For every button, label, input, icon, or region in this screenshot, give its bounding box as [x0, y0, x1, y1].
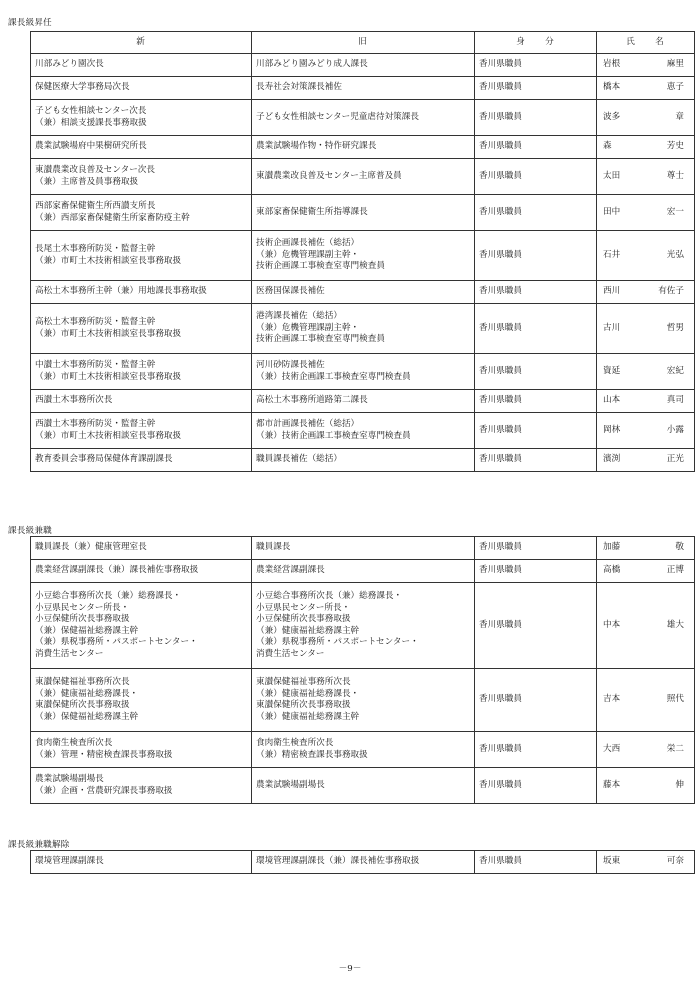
- table-row: [31, 54, 695, 77]
- cell-new: [31, 537, 252, 560]
- given-name: 芳史: [666, 141, 684, 152]
- section-title-promotion: 課長級昇任: [8, 18, 52, 28]
- old-position-line: 東部家畜保健衛生所指導課長: [256, 206, 368, 217]
- old-position-line: 職員課長: [256, 542, 291, 553]
- cell-new: [31, 281, 252, 304]
- new-position-line: 長尾土木事務所防災・監督主幹: [35, 244, 156, 254]
- cell-name: [597, 413, 695, 449]
- cell-name: [597, 390, 695, 413]
- cell-name: [597, 136, 695, 159]
- cell-name: [597, 231, 695, 281]
- new-position-line: 西讃土木事務所次長: [35, 395, 113, 406]
- table-row: [31, 354, 695, 390]
- new-position-line: 子ども女性相談センター次長: [35, 106, 147, 116]
- old-position-line: （兼）健康福祉総務課主幹: [256, 625, 360, 636]
- cell-name: [597, 159, 695, 195]
- person-name: [601, 694, 690, 706]
- surname: 加藤: [603, 542, 621, 553]
- old-position-line: （兼）健康福祉総務課主幹: [256, 711, 360, 722]
- person-name: [601, 425, 690, 437]
- cell-status: 香川県職員: [475, 583, 597, 669]
- new-position-line: 食肉衛生検査所次長: [35, 738, 113, 748]
- surname: 岩根: [603, 59, 621, 70]
- cell-old: [252, 768, 475, 804]
- cell-old: [252, 100, 475, 136]
- cell-old: [252, 195, 475, 231]
- new-position-line: （兼）管理・精密検査課長事務取扱: [35, 749, 173, 760]
- new-position-line: 小豆県民センター所長・: [35, 602, 130, 613]
- cell-name: [597, 732, 695, 768]
- new-position-line: 西部家畜保健衛生所西讃支所長: [35, 201, 156, 211]
- person-name: [601, 565, 690, 577]
- old-position-line: 東讃保健所次長事務取扱: [256, 700, 351, 710]
- cell-status: 香川県職員: [475, 304, 597, 354]
- old-position-line: （兼）県税事務所・パスポートセンター・: [256, 637, 419, 647]
- new-position-line: （兼）相談支援課長事務取扱: [35, 117, 147, 128]
- section-title-release: 課長級兼職解除: [8, 840, 70, 850]
- old-position-line: 東讃保健福祉事務所次長: [256, 677, 351, 687]
- cell-status: 香川県職員: [475, 77, 597, 100]
- given-name: 宏紀: [666, 365, 684, 376]
- old-position-line: 高松土木事務所道路第二課長: [256, 395, 368, 406]
- new-position-line: （兼）市町土木技術相談室長事務取扱: [35, 430, 182, 441]
- old-position-line: 小豆保健所次長事務取扱: [256, 614, 351, 624]
- old-position-line: 医務国保課長補佐: [256, 286, 325, 297]
- person-name: [601, 207, 690, 219]
- person-name: [601, 59, 690, 71]
- table-row: [31, 537, 695, 560]
- concurrent-table: [30, 536, 695, 804]
- page-number: －9－: [338, 964, 362, 974]
- cell-status: 香川県職員: [475, 159, 597, 195]
- table-row: [31, 281, 695, 304]
- old-position-line: （兼）技術企画課工事検査室専門検査員: [256, 430, 411, 441]
- concurrent-table-body: [31, 537, 695, 804]
- cell-old: [252, 304, 475, 354]
- cell-old: [252, 136, 475, 159]
- surname: 吉本: [603, 694, 621, 705]
- given-name: 照代: [666, 694, 684, 705]
- cell-old: [252, 851, 475, 874]
- cell-new: [31, 304, 252, 354]
- person-name: [601, 780, 690, 792]
- new-position-line: 職員課長（兼）健康管理室長: [35, 542, 147, 553]
- given-name: 可奈: [666, 856, 684, 867]
- person-name: [601, 286, 690, 298]
- cell-name: [597, 560, 695, 583]
- given-name: 真司: [666, 395, 684, 406]
- old-position-line: 川部みどり園みどり成人課長: [256, 59, 368, 70]
- given-name: 有佐子: [658, 286, 684, 297]
- surname: 資延: [603, 365, 621, 376]
- cell-name: [597, 100, 695, 136]
- table-row: [31, 732, 695, 768]
- new-position-line: 西讃土木事務所防災・監督主幹: [35, 419, 156, 429]
- cell-status: 香川県職員: [475, 354, 597, 390]
- header-new: 新: [31, 32, 252, 54]
- given-name: 恵子: [666, 82, 684, 93]
- person-name: [601, 542, 690, 554]
- surname: 太田: [603, 170, 621, 181]
- person-name: [601, 82, 690, 94]
- table-row: [31, 669, 695, 732]
- old-position-line: 環境管理課副課長（兼）課長補佐事務取扱: [256, 856, 420, 867]
- cell-status: 香川県職員: [475, 390, 597, 413]
- cell-new: [31, 669, 252, 732]
- old-position-line: 港湾課長補佐（総括）: [256, 311, 342, 322]
- old-position-line: 河川砂防課長補佐: [256, 360, 325, 370]
- table-row: [31, 449, 695, 472]
- cell-old: [252, 281, 475, 304]
- old-position-line: 技術企画課長補佐（総括）: [256, 238, 360, 249]
- old-position-line: 東讃農業改良普及センター主席普及員: [256, 170, 402, 181]
- cell-status: 香川県職員: [475, 449, 597, 472]
- cell-status: 香川県職員: [475, 732, 597, 768]
- surname: 高橋: [603, 565, 621, 576]
- old-position-line: 職員課長補佐（総括）: [256, 454, 342, 465]
- cell-status: 香川県職員: [475, 100, 597, 136]
- cell-name: [597, 54, 695, 77]
- cell-old: [252, 77, 475, 100]
- surname: 橋本: [603, 82, 621, 93]
- person-name: [601, 454, 690, 466]
- cell-name: [597, 195, 695, 231]
- person-name: [601, 112, 690, 124]
- table-row: [31, 390, 695, 413]
- old-position-line: （兼）精密検査課長事務取扱: [256, 749, 368, 760]
- cell-new: [31, 231, 252, 281]
- given-name: 敬: [675, 542, 684, 553]
- table-row: [31, 159, 695, 195]
- new-position-line: 環境管理課副課長: [35, 856, 104, 867]
- cell-status: 香川県職員: [475, 54, 597, 77]
- cell-new: [31, 100, 252, 136]
- cell-old: [252, 537, 475, 560]
- cell-old: [252, 390, 475, 413]
- new-position-line: 東讃保健福祉事務所次長: [35, 677, 130, 687]
- new-position-line: 中讃土木事務所防災・監督主幹: [35, 360, 156, 370]
- new-position-line: 教育委員会事務局保健体育課副課長: [35, 454, 173, 465]
- given-name: 尊士: [666, 170, 684, 181]
- cell-old: [252, 413, 475, 449]
- cell-old: [252, 54, 475, 77]
- old-position-line: 小豆県民センター所長・: [256, 602, 351, 613]
- surname: 山本: [603, 395, 621, 406]
- cell-status: 香川県職員: [475, 560, 597, 583]
- given-name: 章: [675, 111, 684, 122]
- new-position-line: （兼）市町土木技術相談室長事務取扱: [35, 255, 182, 266]
- cell-name: [597, 281, 695, 304]
- new-position-line: （兼）市町土木技術相談室長事務取扱: [35, 328, 182, 339]
- table-row: [31, 768, 695, 804]
- cell-status: 香川県職員: [475, 231, 597, 281]
- new-position-line: 東讃農業改良普及センター次長: [35, 165, 155, 175]
- cell-new: [31, 851, 252, 874]
- cell-name: [597, 583, 695, 669]
- surname: 古川: [603, 322, 621, 333]
- cell-name: [597, 851, 695, 874]
- new-position-line: 消費生活センター: [35, 648, 104, 659]
- cell-status: 香川県職員: [475, 851, 597, 874]
- cell-name: [597, 768, 695, 804]
- header-old: 旧: [252, 32, 475, 54]
- new-position-line: 農業試験場副場長: [35, 774, 104, 784]
- table-row: [31, 304, 695, 354]
- cell-old: [252, 560, 475, 583]
- new-position-line: （兼）保健福祉総務課主幹: [35, 625, 139, 636]
- given-name: 麻里: [666, 59, 684, 70]
- given-name: 正光: [666, 454, 684, 465]
- cell-status: 香川県職員: [475, 768, 597, 804]
- cell-old: [252, 159, 475, 195]
- surname: 石井: [603, 249, 621, 260]
- old-position-line: 小豆総合事務所次長（兼）総務課長・: [256, 591, 403, 601]
- cell-new: [31, 560, 252, 583]
- old-position-line: （兼）健康福祉総務課長・: [256, 688, 360, 699]
- new-position-line: （兼）県税事務所・パスポートセンター・: [35, 637, 198, 647]
- old-position-line: 農業経営課副課長: [256, 565, 325, 576]
- promotion-table-body: [31, 54, 695, 472]
- old-position-line: 子ども女性相談センター児童虐待対策課長: [256, 111, 419, 122]
- old-position-line: （兼）危機管理課副主幹・: [256, 249, 360, 260]
- cell-old: [252, 669, 475, 732]
- given-name: 哲男: [666, 322, 684, 333]
- person-name: [601, 171, 690, 183]
- new-position-line: （兼）市町土木技術相談室長事務取扱: [35, 371, 182, 382]
- new-position-line: 小豆総合事務所次長（兼）総務課長・: [35, 591, 182, 601]
- surname: 坂東: [603, 856, 621, 867]
- new-position-line: （兼）健康福祉総務課長・: [35, 688, 139, 699]
- old-position-line: 消費生活センター: [256, 648, 325, 659]
- person-name: [601, 395, 690, 407]
- table-row: [31, 77, 695, 100]
- new-position-line: 保健医療大学事務局次長: [35, 82, 130, 93]
- given-name: 栄二: [666, 743, 684, 754]
- cell-name: [597, 449, 695, 472]
- person-name: [601, 856, 690, 868]
- given-name: 宏一: [666, 206, 684, 217]
- cell-name: [597, 304, 695, 354]
- cell-old: [252, 354, 475, 390]
- new-position-line: 農業経営課副課長（兼）課長補佐事務取扱: [35, 565, 199, 576]
- surname: 波多: [603, 111, 621, 122]
- new-position-line: （兼）企画・営農研究課長事務取扱: [35, 785, 173, 796]
- cell-status: 香川県職員: [475, 195, 597, 231]
- cell-new: [31, 768, 252, 804]
- cell-old: [252, 583, 475, 669]
- surname: 森: [603, 141, 612, 152]
- new-position-line: 小豆保健所次長事務取扱: [35, 614, 130, 624]
- cell-old: [252, 732, 475, 768]
- header-name: 氏 名: [597, 32, 695, 54]
- old-position-line: 食肉衛生検査所次長: [256, 738, 334, 748]
- new-position-line: 高松土木事務所主幹（兼）用地課長事務取扱: [35, 286, 207, 297]
- cell-new: [31, 413, 252, 449]
- cell-new: [31, 54, 252, 77]
- person-name: [601, 366, 690, 378]
- surname: 西川: [603, 286, 621, 297]
- promotion-table: [30, 31, 695, 472]
- table-row: [31, 583, 695, 669]
- old-position-line: （兼）技術企画課工事検査室専門検査員: [256, 371, 411, 382]
- table-row: [31, 136, 695, 159]
- cell-status: 香川県職員: [475, 136, 597, 159]
- cell-name: [597, 669, 695, 732]
- person-name: [601, 250, 690, 262]
- old-position-line: （兼）危機管理課副主幹・: [256, 322, 360, 333]
- release-table: [30, 850, 695, 874]
- given-name: 雄大: [666, 619, 684, 630]
- new-position-line: （兼）保健福祉総務課主幹: [35, 711, 139, 722]
- old-position-line: 長寿社会対策課長補佐: [256, 82, 342, 93]
- person-name: [601, 323, 690, 335]
- surname: 田中: [603, 206, 621, 217]
- surname: 大西: [603, 743, 621, 754]
- old-position-line: 農業試験場作物・特作研究課長: [256, 141, 377, 152]
- cell-new: [31, 136, 252, 159]
- cell-new: [31, 195, 252, 231]
- cell-status: 香川県職員: [475, 281, 597, 304]
- cell-new: [31, 732, 252, 768]
- cell-name: [597, 537, 695, 560]
- table-row: [31, 851, 695, 874]
- new-position-line: （兼）西部家畜保健衛生所家畜防疫主幹: [35, 212, 190, 223]
- cell-status: 香川県職員: [475, 413, 597, 449]
- old-position-line: 技術企画課工事検査室専門検査員: [256, 261, 385, 272]
- surname: 岡林: [603, 424, 621, 435]
- cell-new: [31, 449, 252, 472]
- cell-old: [252, 231, 475, 281]
- cell-name: [597, 77, 695, 100]
- new-position-line: 高松土木事務所防災・監督主幹: [35, 317, 156, 327]
- given-name: 正博: [666, 565, 684, 576]
- cell-new: [31, 354, 252, 390]
- cell-name: [597, 354, 695, 390]
- new-position-line: 農業試験場府中果樹研究所長: [35, 141, 147, 152]
- cell-old: [252, 449, 475, 472]
- surname: 藤本: [603, 779, 621, 790]
- cell-new: [31, 77, 252, 100]
- cell-status: 香川県職員: [475, 669, 597, 732]
- table-row: [31, 195, 695, 231]
- table-row: [31, 560, 695, 583]
- section-title-concurrent: 課長級兼職: [8, 526, 52, 536]
- release-table-body: [31, 851, 695, 874]
- person-name: [601, 141, 690, 153]
- given-name: 光弘: [666, 249, 684, 260]
- header-status: 身 分: [475, 32, 597, 54]
- cell-new: [31, 159, 252, 195]
- new-position-line: 川部みどり園次長: [35, 59, 104, 70]
- new-position-line: 東讃保健所次長事務取扱: [35, 700, 130, 710]
- person-name: [601, 620, 690, 632]
- given-name: 伸: [675, 779, 684, 790]
- person-name: [601, 744, 690, 756]
- given-name: 小露: [666, 424, 684, 435]
- cell-new: [31, 583, 252, 669]
- new-position-line: （兼）主席普及員事務取扱: [35, 176, 139, 187]
- old-position-line: 技術企画課工事検査室専門検査員: [256, 334, 385, 345]
- old-position-line: 農業試験場副場長: [256, 779, 325, 790]
- table-row: [31, 413, 695, 449]
- cell-new: [31, 390, 252, 413]
- old-position-line: 都市計画課長補佐（総括）: [256, 419, 360, 429]
- surname: 濱渕: [603, 454, 621, 465]
- surname: 中本: [603, 619, 621, 630]
- table-row: [31, 100, 695, 136]
- table-row: [31, 231, 695, 281]
- cell-status: 香川県職員: [475, 537, 597, 560]
